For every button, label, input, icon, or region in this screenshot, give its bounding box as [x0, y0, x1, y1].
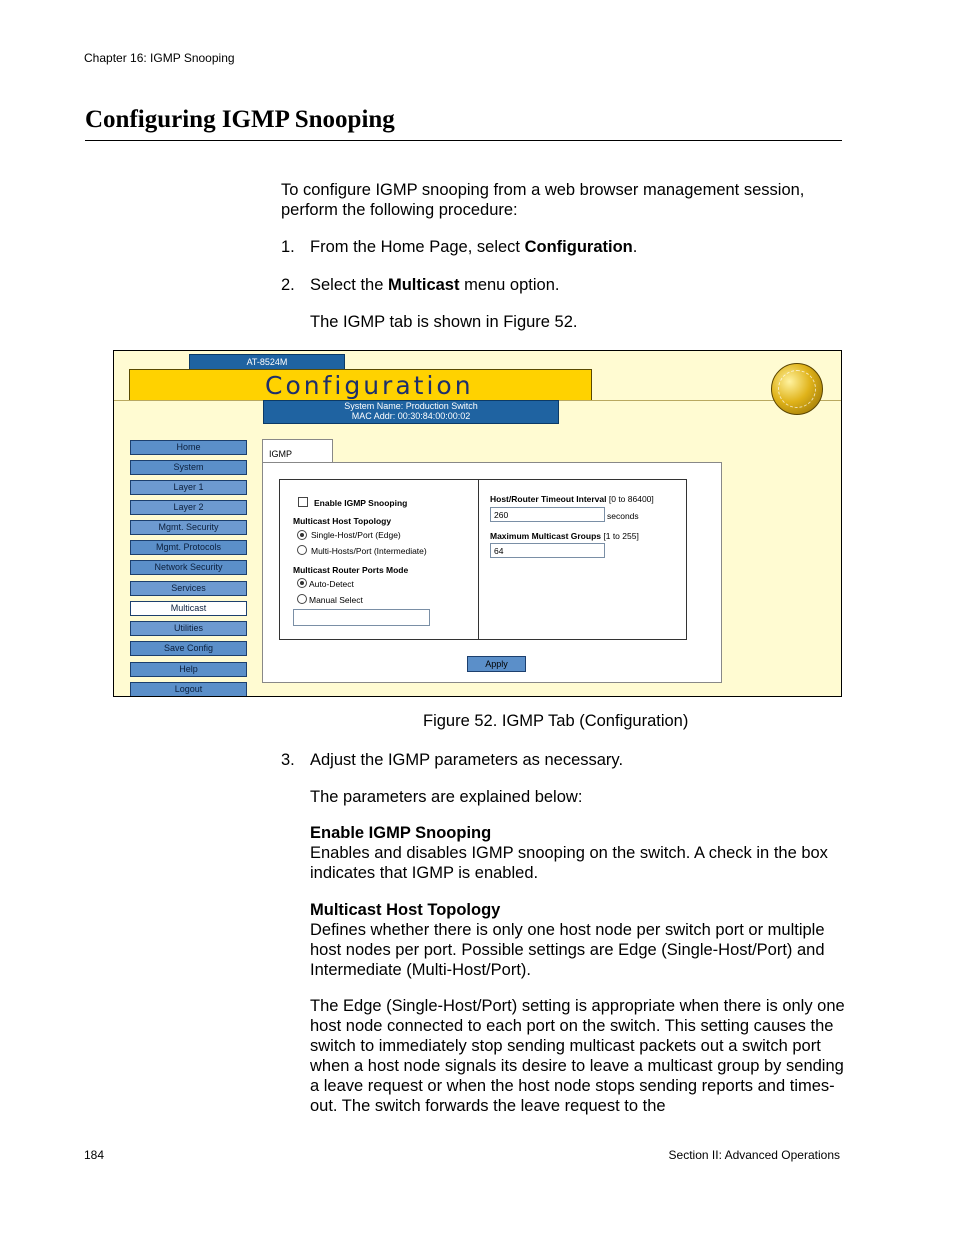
topology-edge-radio[interactable] — [297, 530, 307, 540]
model-label: AT-8524M — [189, 354, 345, 370]
step-3-note: The parameters are explained below: — [310, 788, 583, 806]
param-description: Defines whether there is only one host node per switch port or multiple host nodes per port. Possible settings are Edge (Single-Host/Port) and Intermediate (Multi-Host/Port). — [310, 921, 825, 979]
mac-address: MAC Addr: 00:30:84:00:00:02 — [351, 411, 471, 421]
topology-intermediate-radio[interactable] — [297, 545, 307, 555]
system-info — [263, 400, 559, 424]
nav-layer2[interactable]: Layer 2 — [130, 500, 247, 515]
column-divider — [478, 480, 479, 639]
topology-intermediate-label: Multi-Hosts/Port (Intermediate) — [311, 546, 427, 556]
tab-igmp[interactable]: IGMP — [262, 439, 333, 462]
nav-utilities[interactable]: Utilities — [130, 621, 247, 636]
param-description: Enables and disables IGMP snooping on the switch. A check in the box indicates that IGMP is enabled. — [310, 844, 828, 882]
step-text-end: menu option. — [459, 276, 560, 294]
system-name: System Name: Production Switch — [344, 401, 478, 411]
running-header: Chapter 16: IGMP Snooping — [84, 51, 235, 65]
max-groups-label: Maximum Multicast Groups — [490, 531, 601, 541]
step-keyword: Configuration — [524, 238, 633, 256]
apply-button[interactable]: Apply — [467, 656, 526, 672]
step-text: Select the — [310, 276, 388, 294]
globe-logo-icon — [771, 363, 823, 415]
timeout-label: Host/Router Timeout Interval — [490, 494, 607, 504]
router-mode-label: Multicast Router Ports Mode — [293, 565, 409, 575]
manual-ports-input[interactable] — [293, 609, 430, 626]
nav-mgmt-security[interactable]: Mgmt. Security — [130, 520, 247, 535]
timeout-input[interactable]: 260 — [490, 507, 605, 522]
timeout-unit: seconds — [607, 511, 639, 521]
nav-multicast[interactable]: Multicast — [130, 601, 247, 616]
max-groups-range: [1 to 255] — [603, 531, 639, 541]
nav-home[interactable]: Home — [130, 440, 247, 455]
nav-mgmt-protocols[interactable]: Mgmt. Protocols — [130, 540, 247, 555]
nav-system[interactable]: System — [130, 460, 247, 475]
page-number: 184 — [84, 1148, 105, 1162]
section-title: Configuring IGMP Snooping — [85, 106, 395, 133]
step-text-end: . — [632, 238, 638, 256]
step-text: Adjust the IGMP parameters as necessary. — [310, 751, 624, 769]
param-heading: Enable IGMP Snooping — [310, 824, 492, 842]
router-manual-radio[interactable] — [297, 594, 307, 604]
router-auto-label: Auto-Detect — [309, 579, 354, 589]
intro-paragraph: To configure IGMP snooping from a web browser management session, perform the following procedure: — [281, 181, 805, 219]
config-banner — [129, 369, 592, 401]
step-number: 1. — [281, 238, 295, 256]
step-number: 3. — [281, 751, 295, 769]
enable-igmp-checkbox[interactable] — [298, 497, 308, 507]
title-rule — [85, 140, 842, 141]
topology-edge-label: Single-Host/Port (Edge) — [311, 530, 401, 540]
topology-label: Multicast Host Topology — [293, 516, 392, 526]
timeout-label-row — [490, 494, 654, 504]
max-groups-input[interactable]: 64 — [490, 543, 605, 558]
igmp-config-screenshot — [113, 350, 842, 697]
timeout-range: [0 to 86400] — [608, 494, 654, 504]
nav-logout[interactable]: Logout — [130, 682, 247, 697]
nav-network-security[interactable]: Network Security — [130, 560, 247, 575]
param-heading: Multicast Host Topology — [310, 901, 501, 919]
step-keyword: Multicast — [387, 276, 460, 294]
step-number: 2. — [281, 276, 295, 294]
max-groups-label-row — [490, 531, 639, 541]
router-auto-radio[interactable] — [297, 578, 307, 588]
step-2-note: The IGMP tab is shown in Figure 52. — [310, 313, 578, 331]
nav-services[interactable]: Services — [130, 581, 247, 596]
running-footer: Section II: Advanced Operations — [668, 1148, 840, 1162]
param-topology — [310, 900, 845, 980]
param-enable — [310, 823, 845, 883]
edge-paragraph: The Edge (Single-Host/Port) setting is appropriate when there is only one host node connected to each port on the switch. This setting causes the switch to immediately stop sending multicast packets out a switch port when a host node signals its desire to leave a multicast group by sending a leave request or when the host node stops sending reports and times-out. The switch forwards the leave request to the — [310, 997, 845, 1115]
banner-title: Configuration — [265, 371, 474, 400]
nav-help[interactable]: Help — [130, 662, 247, 677]
igmp-settings-box — [279, 479, 687, 640]
step-text: From the Home Page, select — [310, 238, 525, 256]
figure-caption: Figure 52. IGMP Tab (Configuration) — [423, 712, 689, 730]
enable-igmp-label: Enable IGMP Snooping — [314, 498, 408, 508]
nav-save-config[interactable]: Save Config — [130, 641, 247, 656]
nav-layer1[interactable]: Layer 1 — [130, 480, 247, 495]
router-manual-label: Manual Select — [309, 595, 363, 605]
